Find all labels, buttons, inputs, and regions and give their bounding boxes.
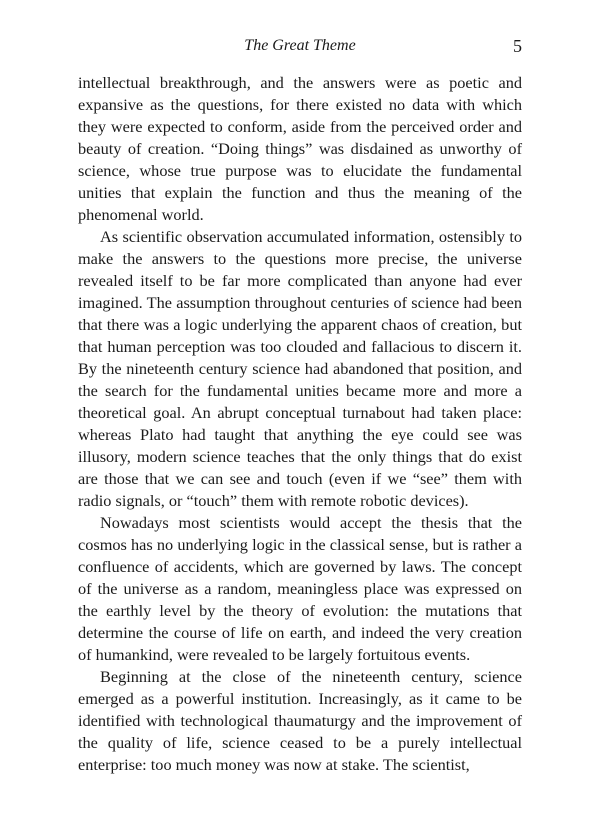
paragraph-1: intellectual breakthrough, and the answers were as poetic and expansive as the questions, for there existed no data with which they were expected to conform, aside from the perceived order and beauty of creation. “Doing things” was disdained as unworthy of science, whose true purpose was to elucidate the fundamental unities that explain the function and thus the meaning of the phenomenal world. <box>78 73 522 224</box>
paragraph-3: Nowadays most scientists would accept the thesis that the cosmos has no underlying logic in the classical sense, but is rather a confluence of accidents, which are governed by laws. The concept of the universe as a random, meaningless place was expressed on the earthly level by the theory of evolution: the mutations that determine the course of life on earth, and indeed the very creation of humankind, were revealed to be largely fortuitous events. <box>78 513 522 664</box>
running-header <box>78 36 522 60</box>
paragraph-4: Beginning at the close of the nineteenth century, science emerged as a powerful institution. Increasingly, as it came to be identified with technological thaumaturgy and the improvement of the quality of life, science ceased to be a purely intellectual enterprise: too much money was now at stake. The scientist, <box>78 667 522 774</box>
page-number: 5 <box>513 36 522 56</box>
body-text <box>78 72 522 776</box>
paragraph-2: As scientific observation accumulated information, ostensibly to make the answers to the questions more precise, the universe revealed itself to be far more complicated than anyone had ever imagined. The assumption throughout centuries of science had been that there was a logic underlying the apparent chaos of creation, but that human perception was too clouded and fallacious to discern it. By the nineteenth century science had abandoned that position, and the search for the fundamental unities became more and more a theoretical goal. An abrupt conceptual turnabout had taken place: whereas Plato had taught that anything the eye could see was illusory, modern science teaches that the only things that do exist are those that we can see and touch (even if we “see” them with radio signals, or “touch” them with remote robotic devices). <box>78 227 522 510</box>
running-title: The Great Theme <box>244 37 356 54</box>
